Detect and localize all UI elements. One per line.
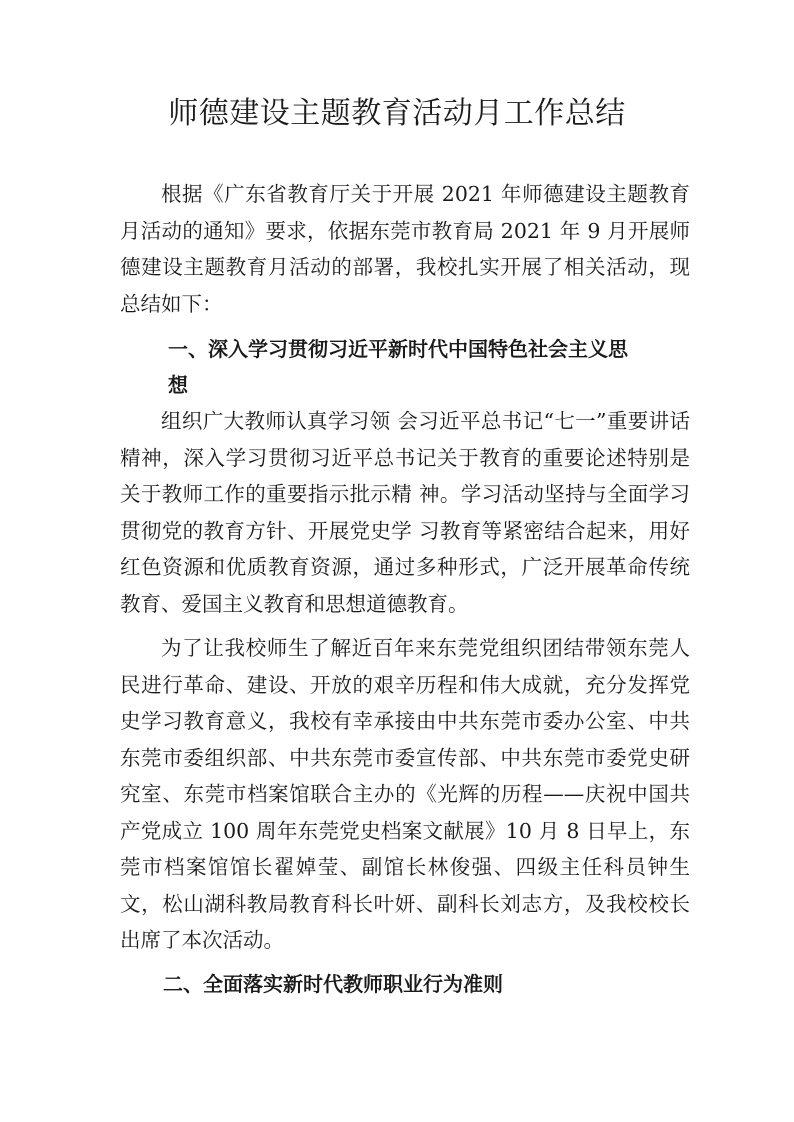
section-2-heading: 二、全面落实新时代教师职业行为准则 [163, 972, 503, 996]
section-1-paragraph-1: 组织广大教师认真学习领 会习近平总书记“七一”重要讲话精神，深入学习贯彻习近平总书记关于教育的重要论述特别是关于教师工作的重要指示批示精 神。学习活动坚持与全面学习贯彻党的教育方针、开展党史学 习教育等紧密结合起来，用好红色资源和优质教育资源，通过多种形式，广泛开展革命传统教育、爱国主义教育和思想道德教育。 [120, 409, 690, 616]
section-1-paragraph-2: 为了让我校师生了解近百年来东莞党组织团结带领东莞人民进行革命、建设、开放的艰辛历程和伟大成就，充分发挥党史学习教育意义，我校有幸承接由中共东莞市委办公室、中共东莞市委组织部、中共东莞市委宣传部、中共东莞市委党史研究室、东莞市档案馆联合主办的《光辉的历程——庆祝中国共产党成立 100 周年东莞党史档案文献展》10 月 8 日早上，东莞市档案馆馆长翟婥莹、副馆长林俊强、四级主任科员钟生文，松山湖科教局教育科长叶妍、副科长刘志方，及我校校长出席了本次活动。 [120, 636, 690, 952]
document-title: 师德建设主题教育活动月工作总结 [168, 96, 626, 131]
section-1-heading-continuation: 想 [168, 373, 188, 397]
section-1-heading: 一、深入学习贯彻习近平新时代中国特色社会主义思 [168, 337, 628, 361]
intro-paragraph: 根据《广东省教育厅关于开展 2021 年师德建设主题教育月活动的通知》要求，依据东莞市教育局 2021 年 9 月开展师德建设主题教育月活动的部署，我校扎实开展了相关活动，现总结如下： [120, 182, 690, 316]
